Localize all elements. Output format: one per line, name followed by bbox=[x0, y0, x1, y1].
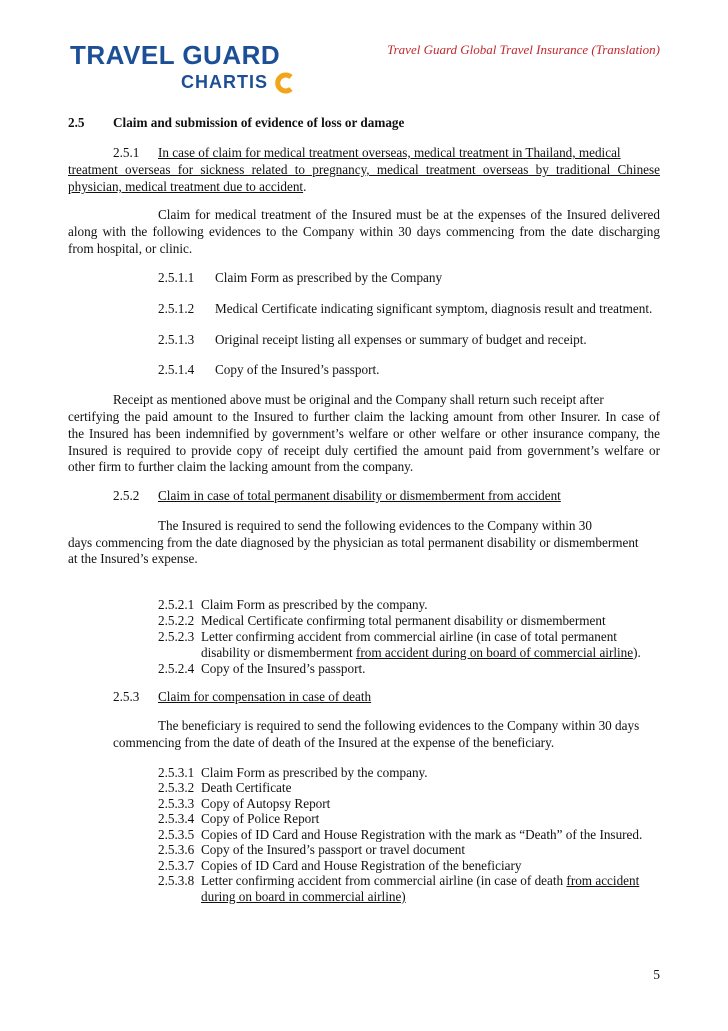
subsection-number: 2.5.3 bbox=[113, 689, 140, 704]
list-item-number: 2.5.2.3 bbox=[158, 629, 195, 644]
list-item-underlined-text: during on board in commercial airline) bbox=[201, 889, 406, 904]
list-item-text: Copy of the Insured’s passport. bbox=[201, 661, 366, 676]
list-item-number: 2.5.3.6 bbox=[158, 842, 195, 857]
page-number: 5 bbox=[653, 967, 660, 982]
list-item-text: ). bbox=[633, 645, 641, 660]
paragraph-line: the Insured has been indemnified by government’s welfare or other welfare or other insurance company, the bbox=[68, 426, 660, 441]
list-item-underlined-text: from accident during on board of commercial airline bbox=[355, 645, 634, 660]
paragraph-line: Receipt as mentioned above must be original and the Company shall return such receipt after bbox=[113, 392, 604, 407]
section-number: 2.5 bbox=[68, 115, 85, 130]
paragraph-line: The Insured is required to send the following evidences to the Company within 30 bbox=[158, 518, 592, 533]
subsection-title-line bbox=[68, 179, 306, 195]
list-item-text: Copy of Autopsy Report bbox=[201, 796, 331, 811]
subsection-title: Claim for compensation in case of death bbox=[158, 689, 372, 704]
list-item-number: 2.5.1.4 bbox=[158, 362, 195, 377]
list-item-text: Copy of Police Report bbox=[201, 811, 320, 826]
logo-travel-guard: TRAVEL GUARD bbox=[70, 40, 281, 70]
subsection-title-line: In case of claim for medical treatment overseas, medical treatment in Thailand, medical bbox=[158, 145, 621, 160]
list-item-text: Death Certificate bbox=[201, 780, 292, 795]
chartis-mark-icon bbox=[273, 72, 295, 94]
paragraph-line: Claim for medical treatment of the Insured must be at the expenses of the Insured delivered bbox=[158, 207, 660, 222]
list-item-text: Original receipt listing all expenses or summary of budget and receipt. bbox=[215, 332, 587, 347]
list-item-text: Claim Form as prescribed by the Company bbox=[215, 270, 443, 285]
list-item-number: 2.5.2.2 bbox=[158, 613, 195, 628]
list-item-number: 2.5.3.5 bbox=[158, 827, 195, 842]
list-item-text: Medical Certificate confirming total permanent disability or dismemberment bbox=[201, 613, 606, 628]
list-item-number: 2.5.1.1 bbox=[158, 270, 195, 285]
subsection-title-line-text: physician, medical treatment due to accident bbox=[68, 179, 304, 194]
list-item-text: Medical Certificate indicating significant symptom, diagnosis result and treatment. bbox=[215, 301, 653, 316]
list-item-number: 2.5.3.4 bbox=[158, 811, 195, 826]
paragraph-line: Insured is required to provide copy of receipt duly certified the amount paid from government’s welfare or bbox=[68, 443, 660, 458]
list-item-text: Copies of ID Card and House Registration of the beneficiary bbox=[201, 858, 522, 873]
section-title: Claim and submission of evidence of loss or damage bbox=[113, 115, 405, 130]
paragraph-line: days commencing from the date diagnosed by the physician as total permanent disability or dismemberment bbox=[68, 535, 639, 550]
paragraph-line: from hospital, or clinic. bbox=[68, 241, 193, 256]
paragraph-line: commencing from the date of death of the Insured at the expense of the beneficiary. bbox=[113, 735, 555, 750]
list-item-number: 2.5.3.2 bbox=[158, 780, 195, 795]
paragraph-line: along with the following evidences to the Company within 30 days commencing from the date discharging bbox=[68, 224, 660, 239]
list-item-continuation bbox=[201, 645, 641, 661]
logo-chartis: CHARTIS bbox=[181, 72, 268, 92]
subsection-number: 2.5.1 bbox=[113, 145, 140, 160]
list-item-text: Copy of the Insured’s passport. bbox=[215, 362, 380, 377]
period: . bbox=[303, 179, 307, 194]
header-title: Travel Guard Global Travel Insurance (Translation) bbox=[387, 42, 660, 57]
list-item-text: disability or dismemberment bbox=[201, 645, 356, 660]
paragraph-line: The beneficiary is required to send the following evidences to the Company within 30 days bbox=[158, 718, 640, 733]
list-item-number: 2.5.1.3 bbox=[158, 332, 195, 347]
list-item-number: 2.5.3.7 bbox=[158, 858, 195, 873]
list-item-text: Claim Form as prescribed by the company. bbox=[201, 765, 428, 780]
list-item-number: 2.5.2.1 bbox=[158, 597, 195, 612]
list-item-number: 2.5.2.4 bbox=[158, 661, 195, 676]
list-item-number: 2.5.3.8 bbox=[158, 873, 195, 888]
list-item-text: Letter confirming accident from commercial airline (in case of total permanent bbox=[201, 629, 617, 644]
list-item-text: Copy of the Insured’s passport or travel document bbox=[201, 842, 466, 857]
list-item-text: Letter confirming accident from commercial airline (in case of death bbox=[201, 873, 567, 888]
list-item-number: 2.5.3.3 bbox=[158, 796, 195, 811]
list-item-underlined-text: from accident bbox=[566, 873, 640, 888]
list-item-text: Copies of ID Card and House Registration with the mark as “Death” of the Insured. bbox=[201, 827, 643, 842]
subsection-number: 2.5.2 bbox=[113, 488, 140, 503]
subsection-title-line: treatment overseas for sickness related to pregnancy, medical treatment overseas by traditional Chinese bbox=[68, 162, 660, 177]
subsection-title: Claim in case of total permanent disability or dismemberment from accident bbox=[158, 488, 561, 503]
list-item-line bbox=[201, 873, 639, 889]
list-item-number: 2.5.3.1 bbox=[158, 765, 195, 780]
paragraph-line: certifying the paid amount to the Insured to further claim the lacking amount from other Insurer. In case of bbox=[68, 409, 660, 424]
paragraph-line: at the Insured’s expense. bbox=[68, 551, 198, 566]
paragraph-line: other firm to further claim the lacking amount from the company. bbox=[68, 459, 414, 474]
list-item-number: 2.5.1.2 bbox=[158, 301, 195, 316]
list-item-text: Claim Form as prescribed by the company. bbox=[201, 597, 428, 612]
